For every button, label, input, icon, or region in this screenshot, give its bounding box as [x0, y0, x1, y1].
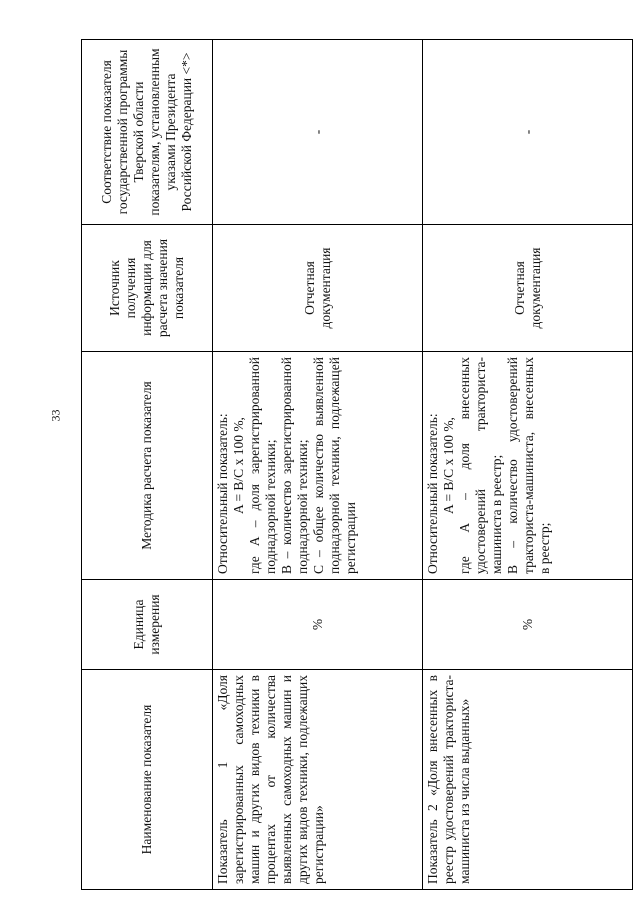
header-method: Методика расчета показателя: [82, 352, 213, 580]
row1-method-formula: A = B/C x 100 %,: [231, 417, 246, 514]
row1-compliance: -: [213, 40, 423, 225]
row2-method-a: где A – доля внесенных удостоверений тракториста-машиниста в реестр;: [457, 357, 504, 574]
row1-source: Отчетная документация: [213, 225, 423, 352]
row1-name: Показатель 1 «Доля зарегистрированных самоходных машин и других видов техники в процентах от количества выявленных самоходных машин и других видов техники, подлежащих регистрации»: [213, 670, 423, 890]
row1-method-c: C – общее количество выявленной поднадзорной техники, подлежащей регистрации: [311, 357, 358, 574]
header-source: Источник получения информации для расчета значения показателя: [82, 225, 213, 352]
header-name: Наименование показателя: [82, 670, 213, 890]
row1-method-intro: Относительный показатель:: [215, 413, 230, 574]
row1-method-b: B – количество зарегистрированной поднадзорной техники;: [279, 357, 310, 574]
page-number: 33: [48, 409, 63, 422]
indicator-table-container: [81, 40, 633, 890]
row2-method-b: B – количество удостоверений тракториста-машиниста, внесенных в реестр;: [505, 357, 552, 574]
row2-source: Отчетная документация: [423, 225, 633, 352]
indicator-table: [81, 39, 633, 890]
table-row: [213, 40, 423, 890]
row1-method-a: где A – доля зарегистрированной поднадзорной техники;: [247, 357, 278, 574]
header-unit: Единица измерения: [82, 580, 213, 670]
row1-unit: %: [213, 580, 423, 670]
row2-method-formula: A = B/C x 100 %,: [441, 417, 456, 514]
row1-method: [213, 352, 423, 580]
row2-compliance: -: [423, 40, 633, 225]
row2-method: [423, 352, 633, 580]
row2-method-intro: Относительный показатель:: [425, 413, 440, 574]
row2-unit: %: [423, 580, 633, 670]
table-header-row: [82, 40, 213, 890]
table-row: [423, 40, 633, 890]
header-compliance: Соответствие показателя государственной программы Тверской области показателям, установленным указами Президента Российской Федерации <*>: [82, 40, 213, 225]
row2-name: Показатель 2 «Доля внесенных в реестр удостоверений тракториста-машиниста из числа выданных»: [423, 670, 633, 890]
